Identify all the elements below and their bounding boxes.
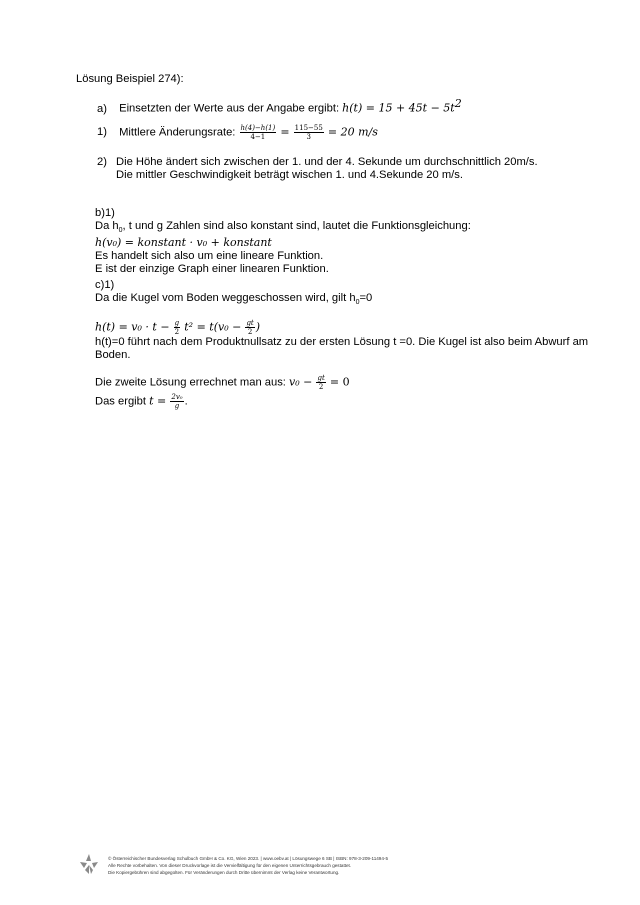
footer-line-2: Alle Rechte vorbehalten. Von dieser Druckvorlage ist die Vervielfältigung für den eigenen Unterrichtsgebrauch gestattet. bbox=[108, 863, 352, 868]
fraction-numerator: gt bbox=[246, 319, 254, 328]
part-a bbox=[97, 97, 462, 115]
part-c-label: c)1) bbox=[95, 279, 115, 291]
part-b-line-2: Es handelt sich also um eine lineare Funktion. bbox=[95, 250, 324, 263]
formula-part: t = bbox=[149, 394, 167, 408]
part-2-label: 2) bbox=[97, 156, 107, 168]
equals-sign: = bbox=[280, 125, 290, 139]
formula-part: v₀ − bbox=[289, 375, 313, 389]
part-1-fraction-2 bbox=[294, 124, 324, 141]
part-2 bbox=[97, 156, 538, 181]
formula-fraction bbox=[174, 319, 180, 336]
footer-line-3: Die Kopiergebühren sind abgegolten. Für Veränderungen durch Dritte übernimmt der Verlag keine Verantwortung. bbox=[108, 870, 340, 875]
part-c-line-4 bbox=[95, 374, 595, 391]
part-c-line-1 bbox=[95, 292, 595, 310]
fraction-denominator: 3 bbox=[306, 133, 311, 141]
fraction-numerator: 115−55 bbox=[294, 124, 323, 132]
part-c bbox=[95, 279, 595, 410]
fraction-denominator: 2 bbox=[247, 328, 253, 337]
part-1-result: = 20 m/s bbox=[327, 125, 378, 139]
part-1-label: 1) bbox=[97, 126, 107, 139]
part-b-line-3: E ist der einzige Graph einer linearen Funktion. bbox=[95, 262, 329, 275]
part-b-line-1-pre: Da h bbox=[95, 219, 119, 232]
part-c-line-3: Boden. bbox=[95, 349, 131, 362]
part-c-line-1-post: =0 bbox=[359, 291, 373, 304]
part-c-line-5-pre: Das ergibt bbox=[95, 395, 146, 408]
fraction-numerator: g bbox=[174, 319, 180, 328]
part-c-line-1-pre: Da die Kugel vom Boden weggeschossen wird, gilt h bbox=[95, 291, 356, 304]
footer-line-1: © Österreichischer Bundesverlag Schulbuch GmbH & Co. KG, Wien 2023. | www.oebv.at | Lösungswege 6 SB | ISBN: 978-3-209-11494-5 bbox=[108, 856, 389, 861]
part-c-line-2: h(t)=0 führt nach dem Produktnullsatz zu der ersten Lösung t =0. Die Kugel ist also beim Abwurf am bbox=[95, 336, 589, 349]
part-a-text: Einsetzten der Werte aus der Angabe ergibt: bbox=[119, 102, 340, 115]
publisher-logo-icon bbox=[78, 853, 100, 875]
part-b-formula: h(v₀) = konstant · v₀ + konstant bbox=[95, 236, 272, 250]
fraction-denominator: 2 bbox=[318, 382, 324, 391]
formula-part: . bbox=[184, 395, 188, 408]
subscript: 0 bbox=[355, 298, 360, 306]
fraction-numerator: gt bbox=[317, 373, 325, 382]
fraction-numerator: h(4)−h(1) bbox=[240, 124, 276, 132]
formula-part: ) bbox=[255, 320, 261, 334]
fraction-denominator: 4−1 bbox=[250, 133, 266, 141]
part-1 bbox=[97, 124, 378, 141]
part-c-line-4-pre: Die zweite Lösung errechnet man aus: bbox=[95, 376, 286, 389]
part-2-line-1: Die Höhe ändert sich zwischen der 1. und der 4. Sekunde um durchschnittlich 20m/s. bbox=[116, 156, 538, 168]
fraction-denominator: g bbox=[174, 401, 180, 410]
subscript: 0 bbox=[118, 226, 123, 234]
part-b-label: b)1) bbox=[95, 207, 115, 219]
part-b bbox=[95, 207, 595, 275]
part-c-formula bbox=[95, 319, 595, 336]
formula-part: h(t) = v₀ · t − bbox=[95, 320, 170, 334]
part-a-label: a) bbox=[97, 102, 107, 115]
fraction-numerator: 2v₀ bbox=[171, 392, 183, 401]
part-a-formula: h(t) = 15 + 45t − 5t bbox=[342, 101, 455, 115]
formula-fraction bbox=[245, 319, 254, 336]
part-a-exponent: 2 bbox=[454, 97, 462, 110]
formula-fraction bbox=[316, 374, 325, 391]
page-title: Lösung Beispiel 274): bbox=[76, 73, 184, 85]
part-1-fraction-1 bbox=[240, 124, 277, 141]
part-2-line-2: Die mittler Geschwindigkeit beträgt wischen 1. und 4.Sekunde 20 m/s. bbox=[116, 168, 463, 181]
formula-part: = 0 bbox=[329, 375, 350, 389]
part-b-line-1 bbox=[95, 220, 595, 238]
formula-part: t² = t(v₀ − bbox=[184, 320, 242, 334]
part-b-line-1-post: , t und g Zahlen sind also konstant sind, lautet die Funktionsgleichung: bbox=[122, 219, 471, 232]
part-1-text: Mittlere Änderungsrate: bbox=[119, 126, 236, 139]
footer-text bbox=[108, 855, 388, 876]
part-c-line-5 bbox=[95, 393, 595, 410]
fraction-denominator: 2 bbox=[174, 328, 180, 337]
formula-fraction bbox=[170, 393, 183, 410]
